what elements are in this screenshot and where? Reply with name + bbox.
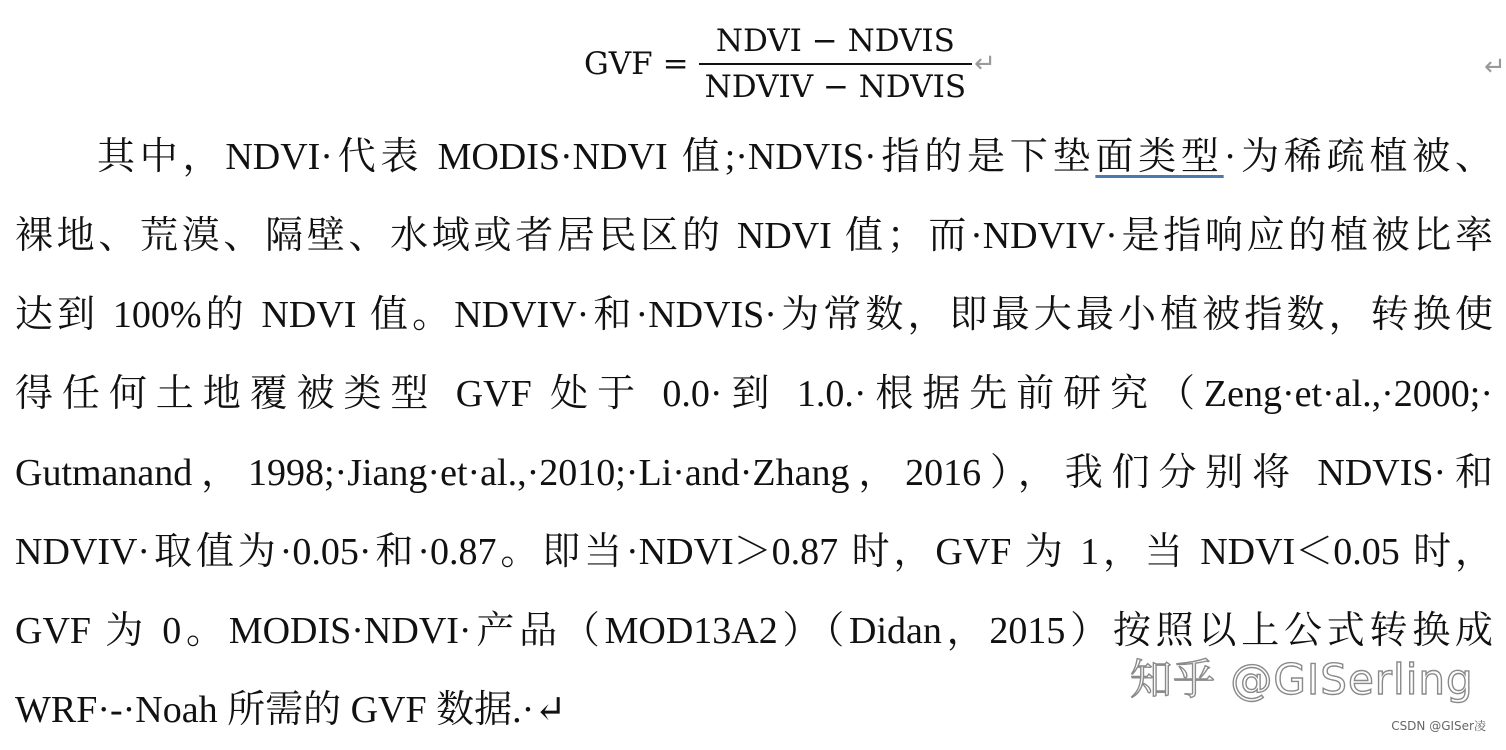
- paragraph-return-icon: ↵: [974, 49, 996, 79]
- formula-equals: =: [662, 46, 689, 82]
- paragraph-line: NDVIV·取值为·0.05·和·0.87。即当·NDVI＞0.87 时，GVF 为 1，当 NDVI＜0.05 时，: [15, 531, 1493, 573]
- formula-denominator: NDVIV − NDVIS: [699, 63, 972, 107]
- paragraph-line-last: WRF·-·Noah 所需的 GVF 数据.·↵: [15, 689, 567, 731]
- paragraph-line: GVF 为 0。MODIS·NDVI·产品（MOD13A2）（Didan，2015）按照以上公式转换成: [15, 610, 1493, 652]
- underlined-term: 面类型: [1095, 136, 1224, 178]
- paragraph-line: 达到 100%的 NDVI 值。NDVIV·和·NDVIS·为常数，即最大最小植被指数，转换使: [15, 294, 1493, 336]
- paragraph-line: Gutmanand，1998;·Jiang·et·al.,·2010;·Li·and·Zhang，2016），我们分别将 NDVIS·和: [15, 452, 1493, 494]
- paragraph-line: 其中，NDVI·代表 MODIS·NDVI 值;·NDVIS·指的是下垫面类型·为稀疏植被、: [97, 136, 1493, 178]
- margin-return-icon: ↵: [1484, 52, 1506, 82]
- formula-numerator: NDVI − NDVIS: [715, 23, 955, 59]
- csdn-credit: CSDN @GISer凌: [1391, 719, 1486, 733]
- formula-lhs: GVF: [584, 46, 653, 82]
- formula-fraction: [699, 21, 972, 107]
- paragraph-line: 裸地、荒漠、隔壁、水域或者居民区的 NDVI 值；而·NDVIV·是指响应的植被比率: [15, 215, 1493, 257]
- paragraph-line: 得任何土地覆被类型 GVF 处于 0.0·到 1.0.·根据先前研究（Zeng·et·al.,·2000;·: [15, 373, 1493, 415]
- zhihu-watermark: 知乎 @GISerling: [1130, 655, 1474, 704]
- gvf-formula: [584, 18, 996, 110]
